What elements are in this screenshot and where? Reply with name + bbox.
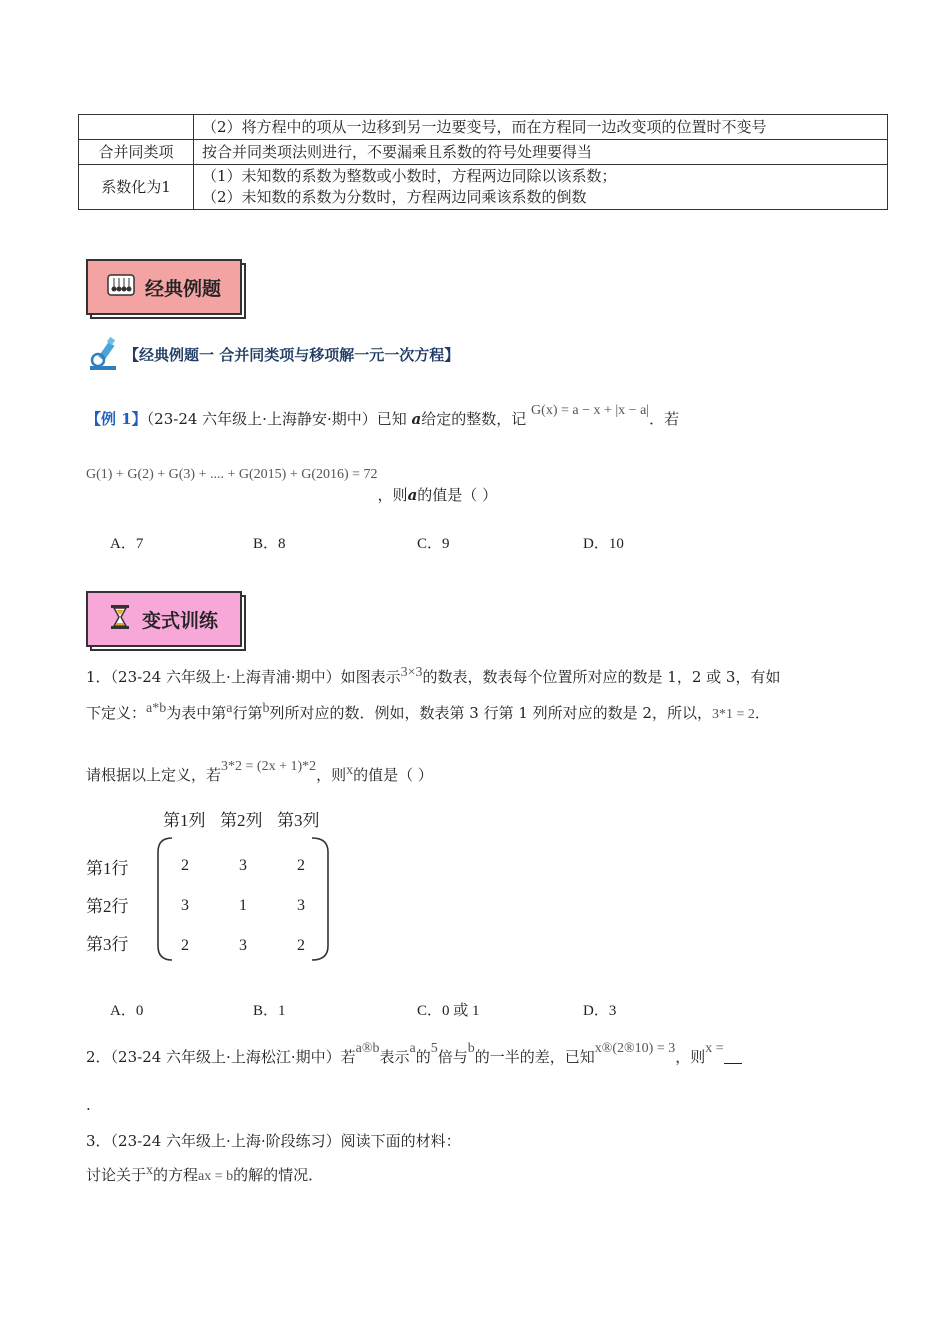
question-1-line3 [86, 759, 886, 788]
matrix-row [156, 926, 330, 966]
table-key [79, 115, 194, 140]
math-var: x [146, 1163, 154, 1178]
table-value-line: （2）未知数的系数为分数时，方程两边同乘该系数的倒数 [202, 188, 587, 206]
question-3 [86, 1130, 461, 1152]
math-var: b [262, 701, 270, 716]
row-header: 第2行 [86, 897, 129, 916]
question-text: 的值是（ ） [353, 766, 433, 784]
question-2 [86, 1041, 876, 1070]
option-b[interactable]: B．1 [253, 1003, 286, 1019]
matrix-row [156, 846, 330, 886]
option-d[interactable]: D．10 [583, 536, 624, 552]
matrix-cell: 3 [239, 857, 247, 874]
question-number: 1． [86, 668, 111, 686]
question-text: 请根据以上定义，若 [86, 766, 222, 784]
matrix-cell: 2 [297, 937, 305, 954]
math-formula: x®(2®10) = 3 [594, 1041, 676, 1056]
math-var: x [346, 763, 354, 778]
question-3-line2 [86, 1164, 323, 1188]
math-var: a [409, 1041, 416, 1056]
option-a[interactable]: A．7 [110, 536, 144, 552]
matrix-cell: 3 [297, 897, 305, 914]
matrix-cell: 2 [181, 937, 189, 954]
question-text: ． [754, 704, 770, 722]
question-text: 的方程 [153, 1166, 199, 1184]
matrix-row [156, 886, 330, 926]
question-text: 的数表，数表每个位置所对应的数是 1，2 或 3，有如 [422, 668, 781, 686]
row-header: 第1行 [86, 859, 129, 878]
option-d[interactable]: D．3 [583, 1003, 617, 1019]
example-1-line2 [86, 467, 886, 504]
math-formula: G(1) + G(2) + G(3) + .... + G(2015) + G(2016) = 72 [86, 467, 378, 482]
option-c[interactable]: C．9 [417, 536, 450, 552]
answer-blank[interactable] [724, 1051, 742, 1064]
question-2-end: . [86, 1096, 91, 1114]
math-formula: x = [705, 1041, 724, 1056]
question-text: 下定义： [86, 704, 147, 722]
number-table-figure [86, 806, 356, 971]
rules-table [78, 114, 888, 210]
math-formula: G(x) = a − x + |x − a| [531, 403, 650, 418]
question-text: （23-24 六年级上·上海松江·期中）若 [110, 1048, 356, 1066]
question-text: 为表中第 [166, 704, 227, 722]
table-value [194, 165, 888, 210]
example-text: 给定的整数，记 [421, 410, 527, 428]
math-formula: a*b [146, 701, 167, 716]
option-a[interactable]: A．0 [110, 1003, 144, 1019]
col-header: 第3列 [277, 811, 320, 830]
example-text: ，则 [377, 486, 408, 504]
col-header: 第2列 [220, 811, 263, 830]
math-var: a [411, 410, 422, 428]
matrix-cell: 3 [239, 937, 247, 954]
table-row [79, 165, 888, 210]
banner-title: 经典例题 [144, 277, 221, 300]
question-text: 的解的情况． [233, 1166, 324, 1184]
newtons-cradle-icon [107, 274, 135, 301]
question-text: 行第 [232, 704, 263, 722]
section-banner-variant-training [86, 591, 242, 647]
table-value: （2）将方程中的项从一边移到另一边要变号，而在方程同一边改变项的位置时不变号 [194, 115, 888, 140]
math-formula: ax = b [198, 1169, 234, 1184]
math-formula: 3×3 [400, 665, 423, 680]
question-text: 讨论关于 [86, 1166, 147, 1184]
math-var: a [226, 701, 233, 716]
matrix-cell: 2 [181, 857, 189, 874]
table-value: 按合并同类项法则进行，不要漏乘且系数的符号处理要得当 [194, 140, 888, 165]
hourglass-icon [110, 604, 130, 635]
example-source: （23-24 六年级上·上海静安·期中）已知 [146, 410, 407, 428]
table-key: 系数化为1 [79, 165, 194, 210]
question-text: （23-24 六年级上·上海青浦·期中）如图表示 [110, 668, 401, 686]
table-value-line: （1）未知数的系数为整数或小数时，方程两边同除以该系数； [202, 167, 617, 185]
microscope-icon [86, 336, 122, 372]
matrix-cell: 2 [297, 857, 305, 874]
question-text: 的一半的差，已知 [474, 1048, 595, 1066]
question-1-line2 [86, 702, 906, 726]
option-c[interactable]: C．0 或 1 [417, 1003, 480, 1019]
section-title: 【经典例题一 合并同类项与移项解一元一次方程】 [124, 345, 460, 364]
example-tag: 【例 1】 [86, 410, 147, 428]
question-1 [86, 666, 886, 690]
table-row [79, 140, 888, 165]
question-text: （23-24 六年级上·上海·阶段练习）阅读下面的材料： [110, 1132, 461, 1150]
question-number: 2． [86, 1048, 111, 1066]
question-text: 的 [415, 1048, 431, 1066]
question-number: 3． [86, 1132, 111, 1150]
option-b[interactable]: B．8 [253, 536, 286, 552]
math-number: 5 [430, 1041, 438, 1056]
matrix-cell: 1 [239, 897, 247, 914]
question-text: 表示 [379, 1048, 410, 1066]
question-text: ，则 [675, 1048, 706, 1066]
table-key: 合并同类项 [79, 140, 194, 165]
col-header: 第1列 [163, 811, 206, 830]
question-text: ，则 [316, 766, 347, 784]
example-text: 的值是（ ） [417, 486, 498, 504]
example-section-heading [86, 336, 459, 372]
question-text: 倍与 [437, 1048, 468, 1066]
math-formula: a®b [355, 1041, 380, 1056]
section-banner-classic-examples [86, 259, 242, 315]
banner-title: 变式训练 [141, 609, 218, 632]
matrix [156, 846, 330, 966]
matrix-cell: 3 [181, 897, 189, 914]
math-var: b [467, 1041, 475, 1056]
table-row [79, 115, 888, 140]
example-1 [86, 403, 886, 432]
math-formula: 3*2 = (2x + 1)*2 [221, 759, 317, 774]
math-var: a [407, 486, 418, 504]
question-text: 列所对应的数．例如，数表第 3 行第 1 列所对应的数是 2，所以， [269, 704, 712, 722]
math-formula: 3*1 = 2 [711, 707, 755, 722]
row-header: 第3行 [86, 935, 129, 954]
example-text: ．若 [649, 410, 680, 428]
